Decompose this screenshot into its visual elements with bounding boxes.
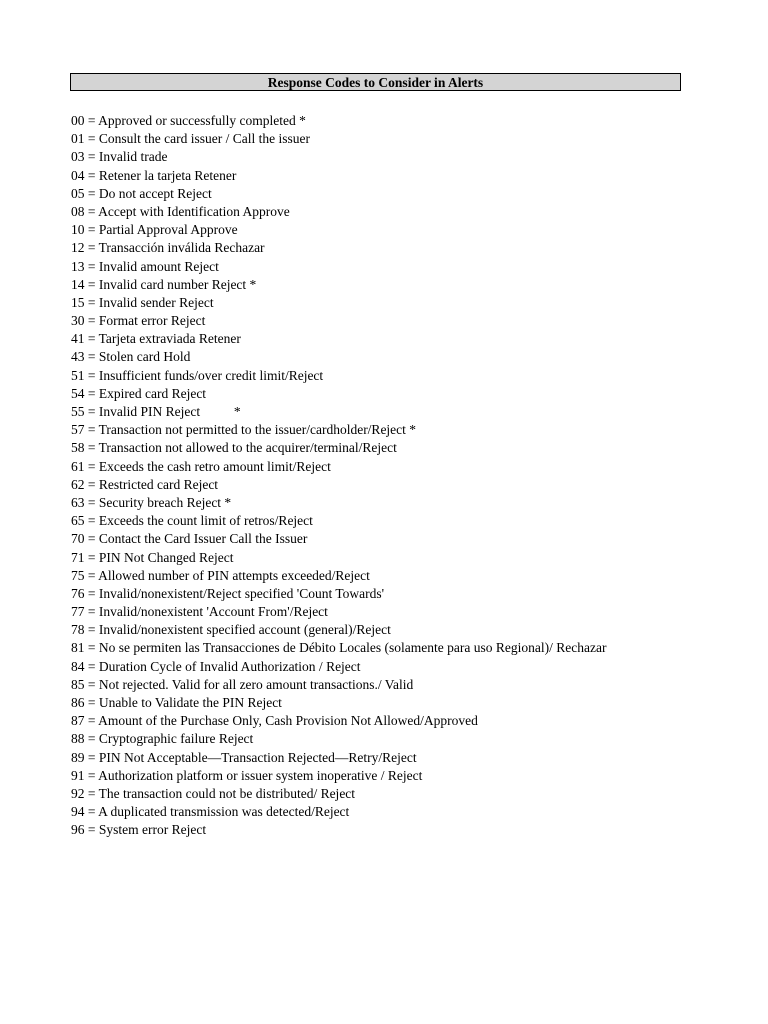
response-code-item: 81 = No se permiten las Transacciones de Débito Locales (solamente para uso Regional)/ Rechazar — [71, 640, 607, 656]
response-code-item: 91 = Authorization platform or issuer system inoperative / Reject — [71, 767, 423, 783]
response-code-item: 03 = Invalid trade — [71, 149, 168, 165]
response-code-item: 15 = Invalid sender Reject — [71, 294, 214, 310]
response-code-item: 54 = Expired card Reject — [71, 385, 207, 401]
response-code-item: 62 = Restricted card Reject — [71, 476, 219, 492]
response-code-item: 51 = Insufficient funds/over credit limit/Reject — [71, 367, 324, 383]
response-code-item: 00 = Approved or successfully completed * — [71, 113, 306, 128]
response-code-list — [71, 112, 606, 840]
response-code-item: 89 = PIN Not Acceptable—Transaction Rejected—Retry/Reject — [71, 749, 417, 765]
response-code-item: 86 = Unable to Validate the PIN Reject — [71, 695, 282, 710]
response-code-item: 71 = PIN Not Changed Reject — [71, 549, 234, 565]
response-code-item: 30 = Format error Reject — [71, 313, 206, 329]
response-code-item: 87 = Amount of the Purchase Only, Cash Provision Not Allowed/Approved — [71, 713, 478, 729]
response-code-item: 88 = Cryptographic failure Reject — [71, 731, 254, 747]
response-code-item: 84 = Duration Cycle of Invalid Authorization / Reject — [71, 658, 361, 674]
response-code-item: 10 = Partial Approval Approve — [71, 222, 238, 238]
response-code-item: 14 = Invalid card number Reject * — [71, 276, 257, 292]
response-code-item: 77 = Invalid/nonexistent 'Account From'/Reject — [71, 604, 328, 620]
response-code-item: 43 = Stolen card Hold — [71, 349, 191, 365]
document-title: Response Codes to Consider in Alerts — [70, 73, 681, 91]
response-code-item: 41 = Tarjeta extraviada Retener — [71, 331, 241, 347]
response-code-item: 75 = Allowed number of PIN attempts exceeded/Reject — [71, 567, 370, 583]
response-code-item: 05 = Do not accept Reject — [71, 185, 212, 201]
response-code-item: 65 = Exceeds the count limit of retros/Reject — [71, 513, 313, 529]
response-code-item: 96 = System error Reject — [71, 822, 207, 838]
response-code-item: 57 = Transaction not permitted to the issuer/cardholder/Reject * — [71, 422, 417, 438]
response-code-item: 92 = The transaction could not be distributed/ Reject — [71, 785, 356, 801]
response-code-item: 12 = Transacción inválida Rechazar — [71, 240, 265, 256]
response-code-item: 63 = Security breach Reject * — [71, 494, 232, 510]
response-code-item: 85 = Not rejected. Valid for all zero amount transactions./ Valid — [71, 676, 414, 692]
response-code-item: 70 = Contact the Card Issuer Call the Issuer — [71, 531, 308, 547]
response-code-item: 01 = Consult the card issuer / Call the issuer — [71, 131, 310, 147]
response-code-item: 04 = Retener la tarjeta Retener — [71, 167, 237, 183]
response-code-item: 58 = Transaction not allowed to the acquirer/terminal/Reject — [71, 440, 397, 456]
response-code-item: 76 = Invalid/nonexistent/Reject specified 'Count Towards' — [71, 585, 385, 601]
response-code-item: 78 = Invalid/nonexistent specified account (general)/Reject — [71, 622, 391, 638]
response-code-item: 13 = Invalid amount Reject — [71, 258, 219, 274]
response-code-item: 61 = Exceeds the cash retro amount limit/Reject — [71, 458, 331, 474]
response-code-item: 55 = Invalid PIN Reject * — [71, 404, 241, 419]
response-code-item: 08 = Accept with Identification Approve — [71, 203, 290, 219]
response-code-item: 94 = A duplicated transmission was detected/Reject — [71, 804, 350, 820]
